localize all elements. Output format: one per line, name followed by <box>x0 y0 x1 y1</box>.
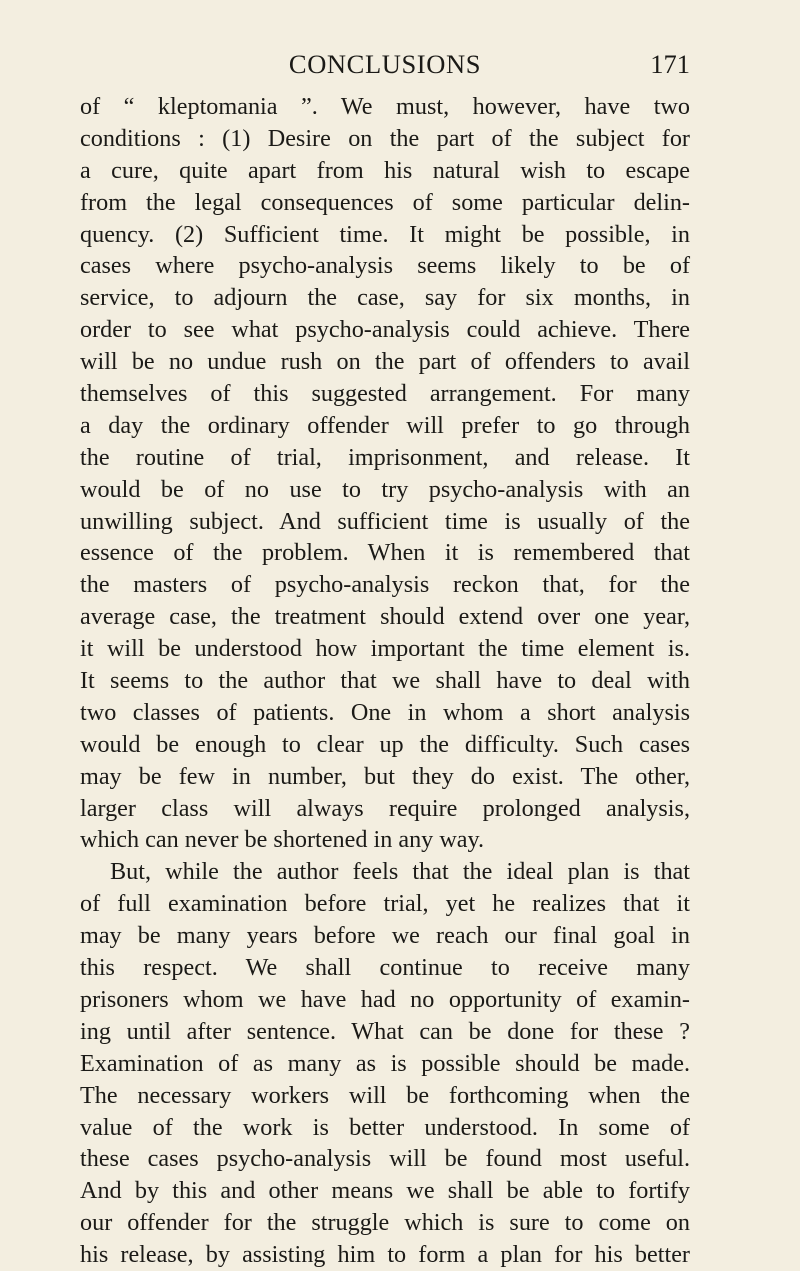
text-line: our offender for the struggle which is sure to come on <box>80 1209 690 1237</box>
text-line: two classes of patients. One in whom a short analysis <box>80 698 690 726</box>
text-line: average case, the treatment should extend over one year, <box>80 603 690 631</box>
running-head <box>80 44 690 84</box>
text-line: this respect. We shall continue to receive many <box>80 954 690 982</box>
text-line: these cases psycho-analysis will be found most useful. <box>80 1145 690 1173</box>
text-line: prisoners whom we have had no opportunity of examin- <box>80 985 690 1013</box>
text-line: unwilling subject. And sufficient time is usually of the <box>80 507 690 535</box>
text-line: themselves of this suggested arrangement. For many <box>80 380 690 408</box>
page-number: 171 <box>650 49 690 79</box>
text-line: would be enough to clear up the difficulty. Such cases <box>80 730 690 758</box>
text-line: quency. (2) Sufficient time. It might be possible, in <box>80 220 690 248</box>
text-line: The necessary workers will be forthcoming when the <box>80 1081 690 1109</box>
text-line: the routine of trial, imprisonment, and release. It <box>80 443 690 471</box>
text-line: will be no undue rush on the part of offenders to avail <box>80 348 690 376</box>
text-line: ing until after sentence. What can be done for these ? <box>80 1017 690 1045</box>
text-line: may be many years before we reach our final goal in <box>80 922 690 950</box>
text-line: And by this and other means we shall be able to fortify <box>80 1177 690 1205</box>
text-line: service, to adjourn the case, say for six months, in <box>80 284 690 312</box>
text-line: cases where psycho-analysis seems likely to be of <box>80 252 690 280</box>
text-line: But, while the author feels that the ideal plan is that <box>110 858 690 886</box>
text-line: which can never be shortened in any way. <box>80 826 485 854</box>
text-line: conditions : (1) Desire on the part of the subject for <box>80 124 690 152</box>
text-line: the masters of psycho-analysis reckon that, for the <box>80 571 690 599</box>
text-line: a cure, quite apart from his natural wish to escape <box>80 156 690 184</box>
text-line: of “ kleptomania ”. We must, however, have two <box>80 93 690 120</box>
text-line: It seems to the author that we shall have to deal with <box>80 667 690 695</box>
text-line: order to see what psycho-analysis could achieve. There <box>80 316 690 344</box>
text-line: his release, by assisting him to form a plan for his better <box>80 1241 690 1269</box>
text-line: Examination of as many as is possible should be made. <box>80 1049 690 1077</box>
body-text <box>80 91 690 1271</box>
text-line: would be of no use to try psycho-analysis with an <box>80 475 690 503</box>
text-line: essence of the problem. When it is remembered that <box>80 539 690 567</box>
text-line: larger class will always require prolonged analysis, <box>80 794 690 822</box>
running-title: CONCLUSIONS <box>288 49 482 79</box>
text-line: from the legal consequences of some particular delin- <box>80 188 690 216</box>
text-line: it will be understood how important the time element is. <box>80 635 690 663</box>
text-line: value of the work is better understood. In some of <box>80 1113 690 1141</box>
text-line: of full examination before trial, yet he realizes that it <box>80 890 690 918</box>
text-line: a day the ordinary offender will prefer to go through <box>80 411 690 439</box>
text-line: may be few in number, but they do exist. The other, <box>80 762 690 790</box>
